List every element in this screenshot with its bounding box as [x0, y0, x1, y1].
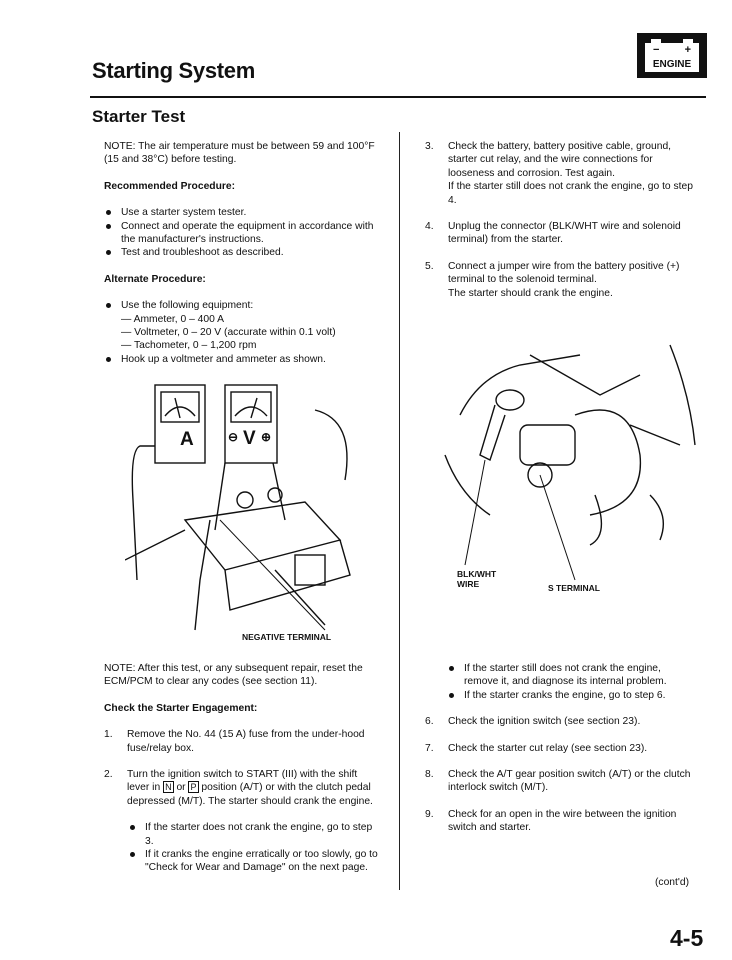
neutral-box: N [165, 782, 172, 793]
step-2: 2. Turn the ignition switch to START (III) with the shift lever in N or P position (A/T) or with the clutch pedal depressed (M/T). The starter should crank the engine. [104, 769, 373, 807]
list-item: Hook up a voltmeter and ammeter as shown. [104, 353, 380, 366]
voltmeter-label: V [243, 428, 256, 449]
minus-sign: − [653, 44, 660, 56]
meter-hookup-illustration [125, 380, 390, 635]
section-title: Starter Test [92, 107, 186, 126]
engagement-heading: Check the Starter Engagement: [104, 702, 258, 714]
step-1: 1. Remove the No. 44 (15 A) fuse from the under-hood fuse/relay box. [104, 729, 365, 754]
park-box: P [190, 782, 197, 793]
page-number: 4-5 [670, 925, 704, 951]
equipment-item: — Ammeter, 0 – 400 A [121, 313, 225, 325]
badge-label: ENGINE [652, 59, 692, 70]
plus-sign: + [684, 44, 691, 56]
battery-icon [645, 43, 699, 72]
negative-terminal-callout: NEGATIVE TERMINAL [242, 632, 332, 642]
list-item: Use the following equipment: [104, 299, 380, 312]
s-terminal-callout: S TERMINAL [548, 583, 600, 593]
voltmeter-positive: ⊕ [261, 430, 272, 444]
equipment-item: — Tachometer, 0 – 1,200 rpm [121, 340, 257, 352]
step-3: 3. Check the battery, battery positive cable, ground, starter cut relay, and the wire connections for looseness and corrosion. Test again. If the starter still does not crank the engine, go to step 4. [425, 141, 693, 206]
list-item: If the starter cranks the engine, go to step 6. [447, 689, 695, 702]
left-column-bottom [104, 662, 380, 875]
step-4: 4. Unplug the connector (BLK/WHT wire and solenoid terminal) from the starter. [425, 221, 681, 246]
blk-wht-wire-callout: BLK/WHT WIRE [457, 569, 497, 589]
note-reset: NOTE: After this test, or any subsequent repair, reset the ECM/PCM to clear any codes (see section 11). [104, 663, 363, 688]
list-item: If the starter still does not crank the engine, remove it, and diagnose its internal problem. [447, 662, 695, 689]
equipment-item: — Voltmeter, 0 – 20 V (accurate within 0.1 volt) [121, 327, 336, 339]
starter-jumper-illustration [440, 335, 705, 585]
engine-section-badge [637, 33, 707, 78]
left-column-top [104, 140, 380, 366]
alternate-heading: Alternate Procedure: [104, 273, 206, 285]
step-7: 7. Check the starter cut relay (see section 23). [425, 742, 648, 754]
step-6: 6. Check the ignition switch (see section 23). [425, 716, 641, 728]
step-5: 5. Connect a jumper wire from the battery positive (+) terminal to the solenoid terminal. The starter should crank the engine. [425, 260, 680, 299]
voltmeter-negative: ⊖ [228, 430, 239, 444]
list-item: If it cranks the engine erratically or too slowly, go to "Check for Wear and Damage" on the next page. [128, 848, 380, 875]
step-9: 9. Check for an open in the wire between the ignition switch and starter. [425, 808, 677, 834]
list-item: Connect and operate the equipment in accordance with the manufacturer's instructions. [104, 220, 380, 247]
step-8: 8. Check the A/T gear position switch (A/T) or the clutch interlock switch (M/T). [425, 769, 691, 794]
recommended-heading: Recommended Procedure: [104, 180, 236, 192]
right-column-bottom [425, 662, 695, 848]
list-item: Test and troubleshoot as described. [104, 246, 380, 259]
column-divider [399, 132, 400, 890]
continued-note: (cont'd) [655, 877, 690, 888]
list-item: If the starter does not crank the engine, go to step 3. [128, 821, 380, 848]
note-temperature: NOTE: The air temperature must be between 59 and 100°F (15 and 38°C) before testing. [104, 141, 375, 166]
page-title: Starting System [92, 58, 255, 83]
right-column-top [425, 140, 695, 313]
ammeter-label: A [180, 429, 194, 450]
header-rule [90, 96, 706, 98]
list-item: Use a starter system tester. [104, 206, 380, 219]
